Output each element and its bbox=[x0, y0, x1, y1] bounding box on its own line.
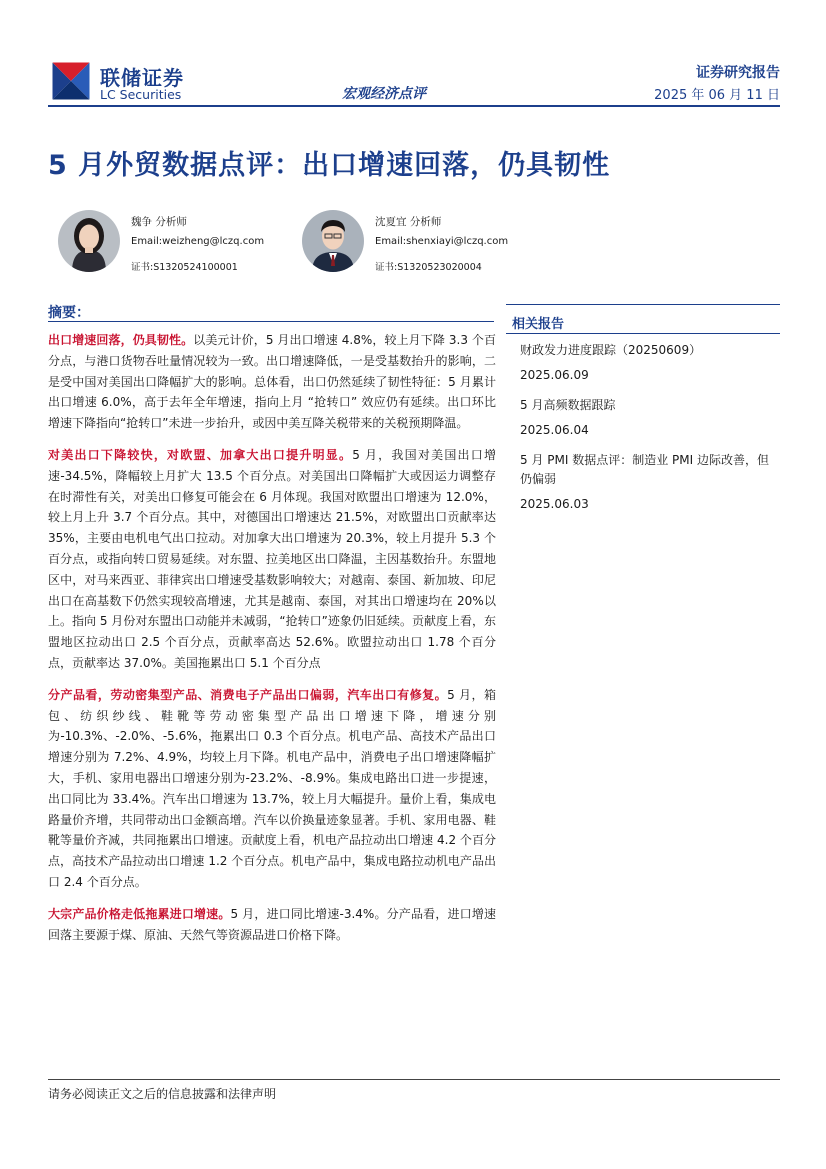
paragraph-body: 5 月，我国对美国出口增速-34.5%，降幅较上月扩大 13.5 个百分点。对美国出口降幅扩大或因运力调整存在时滞性有关，对美出口修复可能会在 6 月体现。我国对欧盟出口增速为 12.0%，较上月上升 3.7 个百分点。其中，对德国出口增速达 21.5%，对欧盟出口贡献率达 35%，主要由电机电气出口拉动。对加拿大出口增速为 20.3%，较上月提升 5.3 个百分点，或指向转口贸易延续。对东盟、拉美地区出口降温，主因基数抬升。东盟地区中，对马来西亚、菲律宾出口增速受基数影响较大；对越南、泰国、新加坡、印尼出口在高基数下仍然实现较高增速，尤其是越南、泰国，对其出口增速均在 20%以上。指向 5 月份对东盟出口动能并未减弱，“抢转口”迹象仍旧延续。贡献度上看，东盟地区拉动出口 2.5 个百分点，贡献率高达 52.6%。欧盟拉动出口 1.78 个百分点，贡献率达 37.0%。美国拖累出口 5.1 个百分点 bbox=[48, 447, 496, 670]
related-report-title[interactable]: 5 月高频数据跟踪 bbox=[520, 398, 616, 412]
page-title: 5 月外贸数据点评：出口增速回落，仍具韧性 bbox=[48, 150, 611, 181]
author-email: Email:weizheng@lczq.com bbox=[131, 236, 265, 247]
related-report-date: 2025.06.03 bbox=[520, 497, 589, 511]
legal-disclaimer-link[interactable]: 请务必阅读正文之后的信息披露和法律声明 bbox=[48, 1087, 277, 1101]
report-series: 宏观经济点评 bbox=[342, 86, 426, 102]
logo-mark-icon bbox=[50, 60, 92, 102]
abstract-paragraph bbox=[48, 904, 496, 946]
related-report-title[interactable]: 5 月 PMI 数据点评：制造业 PMI 边际改善，但仍偏弱 bbox=[520, 453, 769, 486]
paragraph-lead: 分产品看，劳动密集型产品、消费电子产品出口偏弱，汽车出口有修复。 bbox=[48, 687, 448, 702]
author-photo-male bbox=[302, 210, 364, 272]
abstract-divider bbox=[48, 321, 494, 322]
abstract-heading: 摘要： bbox=[48, 305, 90, 321]
related-report-date: 2025.06.09 bbox=[520, 368, 589, 382]
related-divider bbox=[506, 333, 780, 334]
paragraph-lead: 对美出口下降较快，对欧盟、加拿大出口提升明显。 bbox=[48, 447, 353, 462]
abstract-paragraph bbox=[48, 330, 496, 434]
author-cert: 证书:S1320524100001 bbox=[131, 262, 238, 273]
paragraph-lead: 大宗产品价格走低拖累进口增速。 bbox=[48, 906, 231, 921]
footer-divider bbox=[48, 1079, 780, 1080]
paragraph-body: 5 月，箱包、纺织纱线、鞋靴等劳动密集型产品出口增速下降，增速分别为-10.3%、-2.0%、-5.6%，拖累出口 0.3 个百分点。机电产品、高技术产品出口增速分别为 7.2%、4.9%，均较上月下降。机电产品中，消费电子出口增速降幅扩大，手机、家用电器出口增速分别为-23.2%、-8.9%。集成电路出口进一步提速，出口同比为 33.4%。汽车出口增速为 13.7%，较上月大幅提升。量价上看，集成电路量价齐增，共同带动出口金额高增。汽车以价换量迹象显著。手机、家用电器、鞋靴等量价齐减，共同拖累出口增速。贡献度上看，机电产品拉动出口增速 4.2 个百分点，高技术产品拉动出口增速 1.2 个百分点。机电产品中，集成电路拉动机电产品出口 2.4 个百分点。 bbox=[48, 687, 496, 889]
logo-cn-text: 联储证券 bbox=[100, 66, 184, 90]
abstract-paragraph bbox=[48, 685, 496, 893]
related-reports-list bbox=[520, 341, 770, 525]
related-divider-top bbox=[506, 304, 780, 305]
company-logo bbox=[50, 60, 195, 102]
header-divider bbox=[48, 105, 780, 107]
related-report-date: 2025.06.04 bbox=[520, 423, 589, 437]
related-report-title[interactable]: 财政发力进度跟踪（20250609） bbox=[520, 343, 702, 357]
logo-en-text: LC Securities bbox=[100, 87, 182, 102]
report-type: 证券研究报告 bbox=[696, 65, 780, 81]
author-card bbox=[58, 210, 288, 276]
author-photo-female bbox=[58, 210, 120, 272]
author-card bbox=[302, 210, 532, 276]
abstract-body bbox=[48, 330, 496, 956]
paragraph-body: 以美元计价，5 月出口增速 4.8%，较上月下降 3.3 个百分点，与港口货物吞吐量情况较为一致。出口增速降低，一是受基数抬升的影响，二是受中国对美国出口降幅扩大的影响。总体看，出口仍然延续了韧性特征：5 月累计出口增速 6.0%，高于去年全年增速，指向上月 “抢转口” 效应仍有延续。出口环比增速下降指向“抢转口”未进一步抬升，或因中美互降关税带来的关税预期降温。 bbox=[48, 333, 496, 431]
paragraph-lead: 出口增速回落，仍具韧性。 bbox=[48, 333, 194, 347]
author-name: 沈夏宜 分析师 bbox=[375, 216, 442, 228]
paragraph-body: 5 月，进口同比增速-3.4%。分产品看，进口增速回落主要源于煤、原油、天然气等资源品进口价格下降。 bbox=[48, 906, 496, 942]
author-name: 魏争 分析师 bbox=[131, 216, 187, 228]
author-email: Email:shenxiayi@lczq.com bbox=[375, 236, 509, 247]
related-heading: 相关报告 bbox=[512, 317, 565, 332]
abstract-paragraph bbox=[48, 445, 496, 674]
report-date: 2025 年 06 月 11 日 bbox=[654, 88, 780, 103]
author-cert: 证书:S1320523020004 bbox=[375, 262, 482, 273]
